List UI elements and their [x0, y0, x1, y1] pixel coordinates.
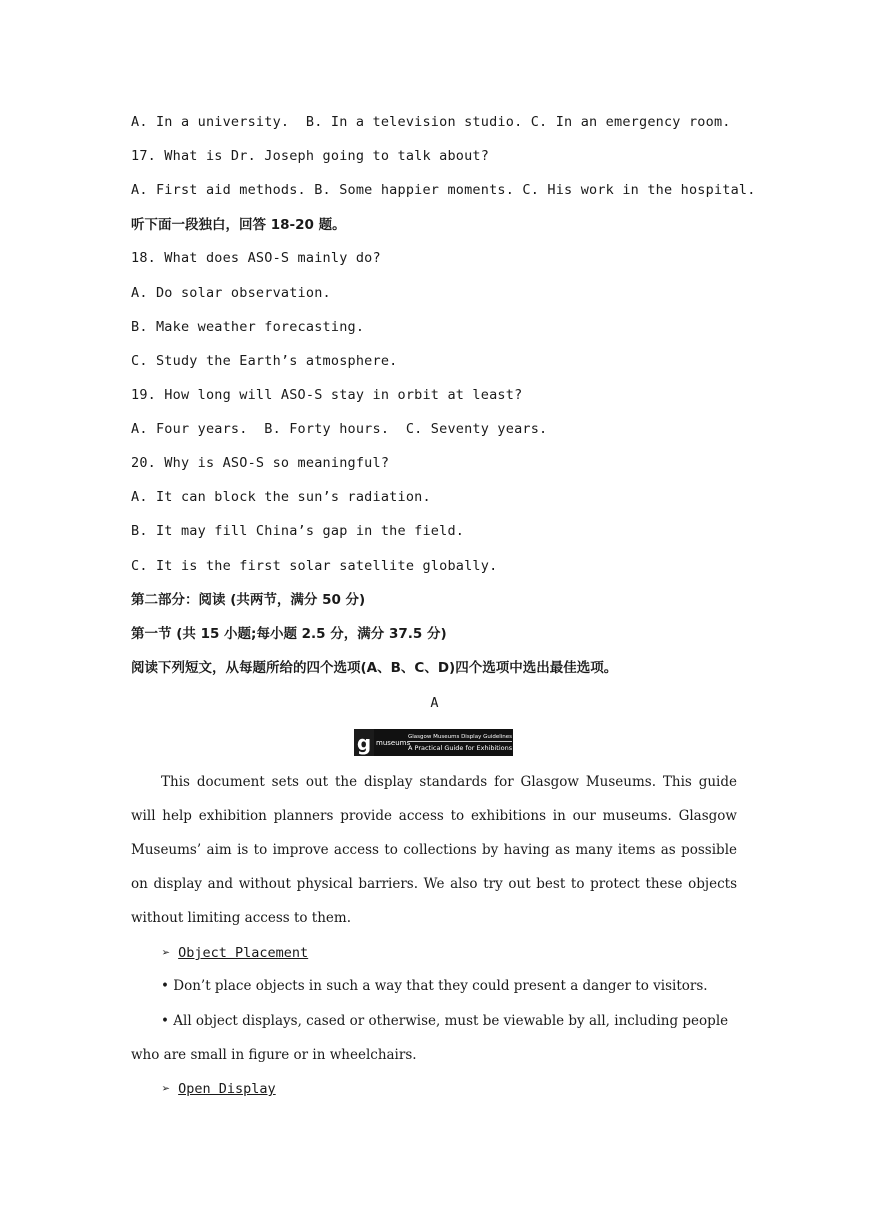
logo-line1: Glasgow Museums Display Guidelines: [408, 733, 513, 740]
logo-text: [408, 734, 512, 752]
q20-option-a: A. It can block the sun’s radiation.: [131, 489, 431, 505]
q19-question: 19. How long will ASO-S stay in orbit at least?: [131, 387, 523, 403]
q16-options: A. In a university. B. In a television studio. C. In an emergency room.: [131, 114, 731, 130]
bullet-2: • All object displays, cased or otherwise, must be viewable by all, including people who are small in figure or in wheelchairs.: [131, 1013, 729, 1063]
q17-question: 17. What is Dr. Joseph going to talk about?: [131, 148, 490, 164]
reading-instruction: 阅读下列短文，从每题所给的四个选项(A、B、C、D)四个选项中选出最佳选项。: [131, 660, 618, 676]
heading-label: Object Placement: [178, 945, 309, 961]
arrow-bullet-icon: ➢: [162, 1081, 171, 1097]
q18-option-b: B. Make weather forecasting.: [131, 319, 365, 335]
logo-brand: museums: [376, 738, 411, 747]
reading-section-title: 第一节 (共 15 小题;每小题 2.5 分，满分 37.5 分): [131, 626, 447, 642]
q20-option-c: C. It is the first solar satellite globally.: [131, 558, 498, 574]
q20-option-b: B. It may fill China’s gap in the field.: [131, 523, 465, 539]
logo-line2: A Practical Guide for Exhibitions: [408, 743, 513, 752]
q17-options: A. First aid methods. B. Some happier moments. C. His work in the hospital.: [131, 182, 756, 198]
glasgow-museums-logo: [354, 729, 513, 756]
monologue-instruction: 听下面一段独白，回答 18-20 题。: [131, 217, 346, 233]
reading-part-title: 第二部分：阅读 (共两节，满分 50 分): [131, 592, 366, 608]
bullet-1: • Don’t place objects in such a way that they could present a danger to visitors.: [161, 978, 708, 994]
heading-open-display: [162, 1079, 276, 1099]
q18-question: 18. What does ASO-S mainly do?: [131, 250, 381, 266]
q20-question: 20. Why is ASO-S so meaningful?: [131, 455, 390, 471]
q18-option-a: A. Do solar observation.: [131, 285, 331, 301]
passage-letter: A: [430, 695, 439, 711]
heading-object-placement: [162, 943, 308, 963]
q18-option-c: C. Study the Earth’s atmosphere.: [131, 353, 398, 369]
arrow-bullet-icon: ➢: [162, 945, 171, 961]
passage-intro: This document sets out the display standards for Glasgow Museums. This guide will help exhibition planners provide access to exhibitions in our museums. Glasgow Museums’ aim is to improve access to collections by having as many items as possible on display and without physical barriers. We also try out best to protect these objects without limiting access to them.: [131, 774, 737, 926]
q19-options: A. Four years. B. Forty hours. C. Seventy years.: [131, 421, 548, 437]
logo-mark: g: [354, 729, 374, 756]
heading-label: Open Display: [178, 1081, 276, 1097]
